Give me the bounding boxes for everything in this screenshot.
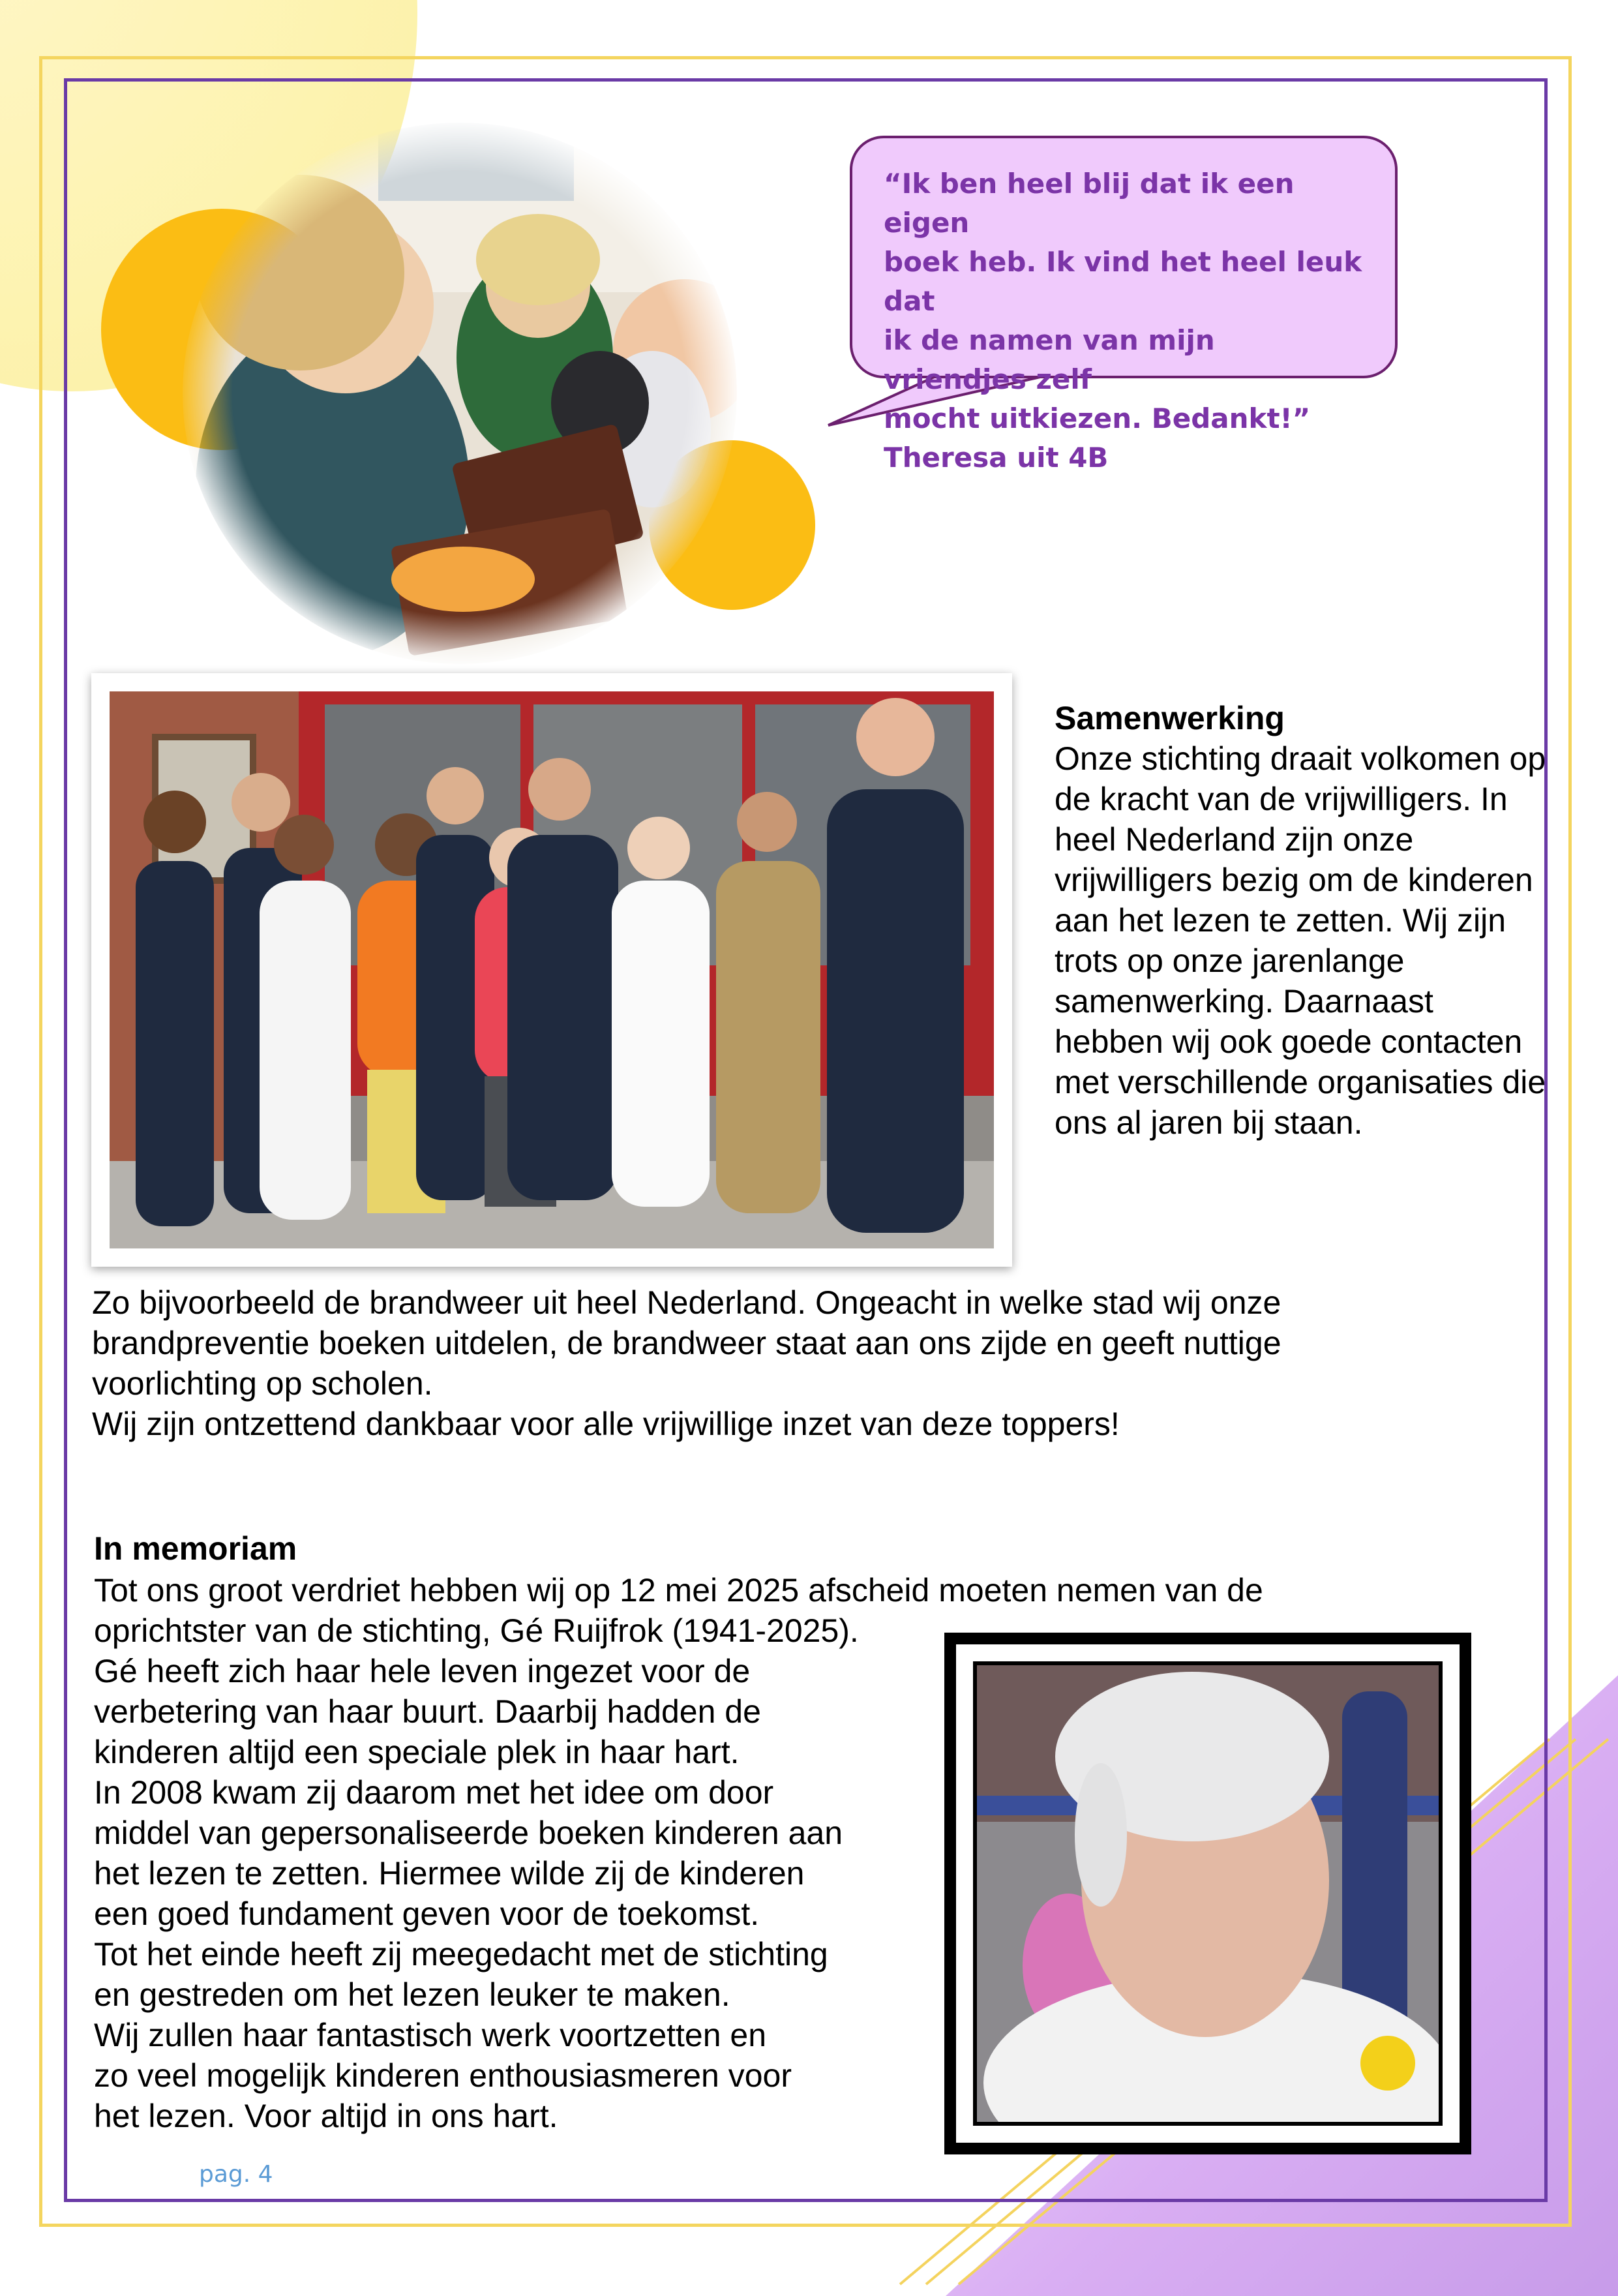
founder-portrait-photo: [977, 1665, 1439, 2122]
text-line: zo veel mogelijk kinderen enthousiasmeren voor: [94, 2057, 792, 2094]
children-reading-illustration: [183, 123, 737, 664]
text-line: oprichtster van de stichting, Gé Ruijfrok (1941-2025).: [94, 1612, 859, 1649]
children-reading-photo: [183, 123, 737, 664]
portrait-inner-border: [973, 1661, 1443, 2126]
brandweer-paragraph: [92, 1282, 1527, 1444]
page-number: pag. 4: [199, 2161, 273, 2188]
text-line: Zo bijvoorbeeld de brandweer uit heel Nederland. Ongeacht in welke stad wij onze: [92, 1284, 1281, 1321]
text-line: voorlichting op scholen.: [92, 1365, 433, 1402]
text-line: Tot ons groot verdriet hebben wij op 12 mei 2025 afscheid moeten nemen van de: [94, 1572, 1263, 1609]
text-line: brandpreventie boeken uitdelen, de brandweer staat aan ons zijde en geeft nuttige: [92, 1325, 1281, 1361]
founder-portrait-illustration: [977, 1665, 1439, 2122]
memoriam-heading: In memoriam: [94, 1530, 297, 1567]
samenwerking-text: Onze stichting draait volkomen op de kracht van de vrijwilligers. In heel Nederland zijn onze vrijwilligers bezig om de kinderen aan het lezen te zetten. Wij zijn trots op onze jarenlange samenwerking. Daarnaast hebben wij ook goede contacten met verschillende organisaties die ons al jaren bij staan.: [1055, 740, 1546, 1141]
text-line: het lezen te zetten. Hiermee wilde zij de kinderen: [94, 1855, 805, 1892]
text-line: een goed fundament geven voor de toekomst.: [94, 1896, 760, 1932]
text-line: en gestreden om het lezen leuker te maken.: [94, 1976, 730, 2013]
text-line: verbetering van haar buurt. Daarbij hadden de: [94, 1693, 761, 1730]
portrait-mat: [956, 1644, 1460, 2143]
samenwerking-heading: Samenwerking: [1055, 700, 1285, 736]
text-line: Gé heeft zich haar hele leven ingezet voor de: [94, 1653, 751, 1689]
text-line: Wij zullen haar fantastisch werk voortzetten en: [94, 2017, 767, 2053]
volunteers-firefighters-photo: [110, 691, 994, 1248]
text-line: middel van gepersonaliseerde boeken kinderen aan: [94, 1815, 843, 1851]
text-line: het lezen. Voor altijd in ons hart.: [94, 2098, 558, 2134]
portrait-frame: [944, 1633, 1471, 2154]
quote-bubble: “Ik ben heel blij dat ik een eigen boek heb. Ik vind het heel leuk dat ik de namen van mijn vriendjes zelf mocht uitkiezen. Bedankt!” Theresa uit 4B: [850, 136, 1398, 378]
text-line: Tot het einde heeft zij meegedacht met de stichting: [94, 1936, 828, 1972]
text-line: In 2008 kwam zij daarom met het idee om door: [94, 1774, 774, 1811]
samenwerking-section: [1055, 698, 1550, 1143]
volunteers-firefighters-illustration: [110, 691, 994, 1248]
text-line: kinderen altijd een speciale plek in haar hart.: [94, 1734, 740, 1770]
memoriam-body: [94, 1651, 942, 2136]
volunteers-firefighters-photo-frame: [91, 673, 1012, 1267]
text-line: Wij zijn ontzettend dankbaar voor alle vrijwillige inzet van deze toppers!: [92, 1406, 1120, 1442]
